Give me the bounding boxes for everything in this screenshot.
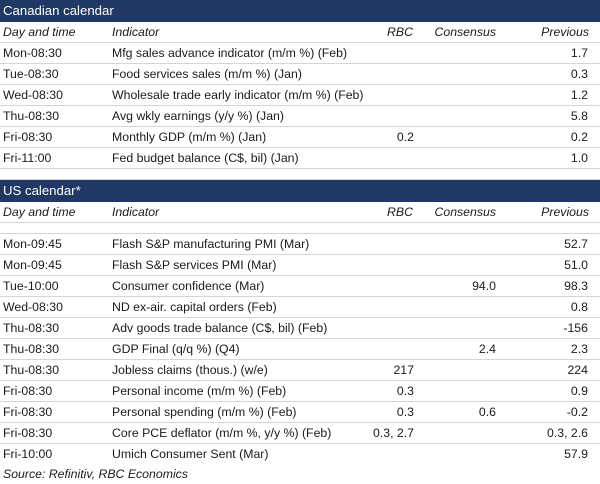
cell-previous: 0.3 — [570, 67, 588, 81]
cell-indicator: Jobless claims (thous.) (w/e) — [112, 363, 268, 377]
cell-day: Fri-08:30 — [3, 130, 53, 144]
cell-rbc: 0.3, 2.7 — [372, 426, 414, 440]
cell-day: Mon-08:30 — [3, 46, 62, 60]
us-header-row — [0, 202, 600, 223]
cell-day: Thu-08:30 — [3, 321, 60, 335]
cell-indicator: Flash S&P services PMI (Mar) — [112, 258, 277, 272]
table-row — [0, 148, 600, 169]
cell-day: Fri-10:00 — [3, 447, 53, 461]
cell-previous: 1.2 — [570, 88, 588, 102]
table-row — [0, 402, 600, 423]
table-row — [0, 276, 600, 297]
table-row — [0, 423, 600, 444]
cell-indicator: Food services sales (m/m %) (Jan) — [112, 67, 302, 81]
cell-previous: 1.0 — [570, 151, 588, 165]
cell-rbc: 0.3 — [396, 405, 414, 419]
cell-indicator: Personal income (m/m %) (Feb) — [112, 384, 287, 398]
cell-indicator: Umich Consumer Sent (Mar) — [112, 447, 269, 461]
column-header-consensus: Consensus — [434, 25, 496, 39]
us-calendar-title: US calendar* — [0, 180, 600, 202]
cell-indicator: Avg wkly earnings (y/y %) (Jan) — [112, 109, 284, 123]
cell-consensus: 94.0 — [472, 279, 496, 293]
cell-day: Fri-08:30 — [3, 426, 53, 440]
cell-indicator: Fed budget balance (C$, bil) (Jan) — [112, 151, 299, 165]
cell-indicator: Consumer confidence (Mar) — [112, 279, 265, 293]
cell-rbc: 0.2 — [396, 130, 414, 144]
cell-day: Fri-11:00 — [3, 151, 52, 165]
column-header-previous: Previous — [541, 25, 589, 39]
table-row — [0, 318, 600, 339]
table-row — [0, 297, 600, 318]
cell-indicator: Adv goods trade balance (C$, bil) (Feb) — [112, 321, 328, 335]
cell-previous: 0.2 — [570, 130, 588, 144]
cell-day: Fri-08:30 — [3, 405, 53, 419]
table-row — [0, 127, 600, 148]
source-note: Source: Refinitiv, RBC Economics — [3, 467, 188, 481]
us-rows — [0, 234, 600, 464]
cell-indicator: GDP Final (q/q %) (Q4) — [112, 342, 240, 356]
column-header-indicator: Indicator — [112, 25, 160, 39]
cell-previous: -0.2 — [566, 405, 588, 419]
cell-indicator: Personal spending (m/m %) (Feb) — [112, 405, 297, 419]
cell-indicator: Mfg sales advance indicator (m/m %) (Feb) — [112, 46, 348, 60]
cell-rbc: 217 — [393, 363, 414, 377]
cell-previous: 98.3 — [564, 279, 588, 293]
cell-indicator: ND ex-air. capital orders (Feb) — [112, 300, 277, 314]
cell-indicator: Core PCE deflator (m/m %, y/y %) (Feb) — [112, 426, 332, 440]
cell-previous: 5.8 — [570, 109, 588, 123]
column-header-previous: Previous — [541, 205, 589, 219]
table-row — [0, 381, 600, 402]
cell-day: Wed-08:30 — [3, 88, 63, 102]
column-header-indicator: Indicator — [112, 205, 160, 219]
cell-previous: 1.7 — [570, 46, 588, 60]
cell-previous: 0.9 — [570, 384, 588, 398]
cell-rbc: 0.3 — [396, 384, 414, 398]
table-row — [0, 255, 600, 276]
table-row — [0, 43, 600, 64]
cell-previous: 224 — [567, 363, 588, 377]
canadian-header-row — [0, 22, 600, 43]
table-row — [0, 444, 600, 464]
cell-day: Fri-08:30 — [3, 384, 53, 398]
cell-day: Thu-08:30 — [3, 363, 60, 377]
section-spacer — [0, 169, 600, 180]
column-header-day: Day and time — [3, 25, 76, 39]
cell-consensus: 0.6 — [478, 405, 496, 419]
column-header-day: Day and time — [3, 205, 76, 219]
cell-day: Tue-10:00 — [3, 279, 59, 293]
cell-previous: 0.3, 2.6 — [546, 426, 588, 440]
cell-day: Mon-09:45 — [3, 258, 62, 272]
cell-previous: 51.0 — [564, 258, 588, 272]
table-row — [0, 85, 600, 106]
table-row — [0, 106, 600, 127]
canadian-calendar-title: Canadian calendar — [0, 0, 600, 22]
table-row — [0, 339, 600, 360]
cell-previous: 52.7 — [564, 237, 588, 251]
column-header-rbc: RBC — [387, 25, 413, 39]
cell-day: Thu-08:30 — [3, 342, 60, 356]
table-row — [0, 64, 600, 85]
table-row — [0, 360, 600, 381]
cell-indicator: Flash S&P manufacturing PMI (Mar) — [112, 237, 310, 251]
table-row — [0, 234, 600, 255]
cell-previous: 2.3 — [570, 342, 588, 356]
canadian-rows — [0, 43, 600, 169]
cell-indicator: Wholesale trade early indicator (m/m %) (Feb) — [112, 88, 364, 102]
cell-consensus: 2.4 — [478, 342, 496, 356]
cell-day: Wed-08:30 — [3, 300, 63, 314]
cell-day: Thu-08:30 — [3, 109, 60, 123]
cell-indicator: Monthly GDP (m/m %) (Jan) — [112, 130, 267, 144]
cell-day: Mon-09:45 — [3, 237, 62, 251]
cell-previous: 57.9 — [564, 447, 588, 461]
header-spacer — [0, 223, 600, 234]
cell-day: Tue-08:30 — [3, 67, 59, 81]
cell-previous: 0.8 — [570, 300, 588, 314]
column-header-consensus: Consensus — [434, 205, 496, 219]
cell-previous: -156 — [563, 321, 588, 335]
column-header-rbc: RBC — [387, 205, 413, 219]
